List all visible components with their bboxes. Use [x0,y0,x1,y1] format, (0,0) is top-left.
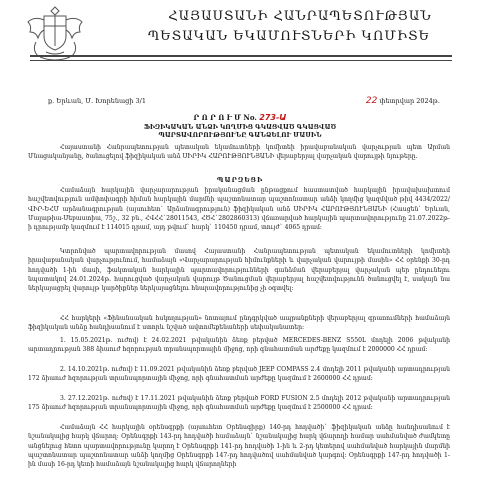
closing-paragraph: Համաձայն ՀՀ հարկային օրենսգրքի (այսուհետ Օրենսգիրք) 140-րդ հոդվածի` ֆիզիկական անձը հանդիսանում է նշանակալից հարկ վճարող: Օրենսգրքի 143-րդ հոդվածի համաձայն` նշանակալից հարկ վճարողի համար սահմանված ժամկետը անցնելուց հետո պարտավորությունը կարող է Օրենսգրքի 141-րդ հոդվածի 1-ին և 2-րդ կետերով սահմանված հարկային մարմնի պաշտոնատար պաշտոնատար անձի կողմից Օրենսգրքի 147-րդ հոդվածով սահմանված կարգով: Օրենսգրքի 147-րդ հոդվածի 1-ին մասի 16-րդ կետի համաձայն նշանակալից հարկ վճարողների [28,424,450,469]
order-number: 273-Ա [259,113,287,122]
intro-paragraph: Հայաստանի Հանրապետության պետական եկամուտների կոմիտեի իրավաբանական վարչության պետ Արման Մնացականյանը, ծանուցելով ֆիզիկական անձ ՍԻՐԻԿ ՀԱՐՈՒԹՅՈՒՆՅԱՆԻ վերաբերյալ վարչական վարույթի նյութերը. [28,144,450,161]
order-label: Ր Ո Ր Ո Ւ Մ No. [193,113,257,122]
section-heading: ՊԱՐԶԵՑԻ [216,176,264,184]
header-line-1: ՀԱՅԱՍՏԱՆԻ ՀԱՆՐԱՊԵՏՈՒԹՅԱՆ [168,9,432,24]
header-line-2: ՊԵՏԱԿԱՆ ԵԿԱՄՈՒՏՆԵՐԻ ԿՈՄԻՏԵ [147,29,431,44]
vehicle-item-1: 1. 15.05.2021թ. ուժով) է 24.02.2021 թվականին ձեռք բերված MERCEDES-BENZ S550L մոդելի 2006 թվականի արտադրության 388 ձիաուժ հզորության տրանսպորտային միջոց, որի գնահատման արժեքը կազմում է 2000000 ՀՀ դրամ: [28,337,450,354]
order-title-line-2: ՊԱՐՏԱՎՈՐՈՒԹՅՈՒՆԸ ԳԱՆՁԵԼՈՒ ՄԱՍԻՆ [158,132,322,139]
header-divider-thick [30,55,452,57]
paragraph-3: ՀՀ հարկերի «Ֆինանսական հսկողության» նոտայում ընդգրկված ապրանքների վերաբերյալ գրառումների համաձայն ֆիզիկական անձը հանդիսանում է ստորև նշված ավտոմեքենաների սեփականատեր: [28,315,450,332]
paragraph-1: Համաձայն հարկային վարչարարության իրականացման ընթացքում հաստատված հարկային իրավախախտում հաշվետվություն ամփոփագրի հիման հարկային մարմնի պաշտոնատար պաշտոնատար անձի կողմից կազմված թիվ 4434/2022/ՎԻՐ-ԵՀՄ արձանագրության (այսուհետ` Արձանագրություն) ֆիզիկական անձ ՍԻՐԻԿ ՀԱՐՈՒԹՅՈՒՆՅԱՆԻ (Հասցեն` Երևան, Մալաթիա-Սեբաստիա, 75շ., 32 բն., ՀՎՀՀ`28011543, ՀԾՀ`2802860313) վճառարված հարկային պարտավորությունը 21.07.2022թ-ի դրությամբ կազմում է 114015 դրամ, այդ թվում` հարկ` 110450 դրամ, տույժ` 4065 դրամ: [28,187,450,232]
vehicle-item-3: 3. 27.12.2021թ. ուժով) է 17.11.2021 թվականին ձեռք բերված FORD FUSION 2.5 մոդելի 2012 թվականի արտադրության 175 ձիաուժ հզորության տրանսպորտային միջոց, որի գնահատման արժեքը կազմում է 2500000 ՀՀ դրամ: [28,395,450,412]
paragraph-2: Կտրոնված պարտավորության մասով Հայաստանի Հանրապետության պետական եկամուտների կոմիտեի իրավաբանական վարչությունում, համաձայն «Վարչարարության հիմունքների և վարչական վարույթի մասին» ՀՀ օրենքի 30-րդ հոդվածի 1-ին մասի, ֆակտական հարկային պարտավորությունների գանձման վերաբերյալ վարչական պեր ընդունելու նպատակով 24.01.2024թ. հարուցված վարչական վարույթ Ծանուցման վերաբերյալ հաշվետվությունն ծանուցվել է, սակայն նա ներկայացրել վարույթ կարծիքներ ներկայացնելու հնարավորությունից չի օգտվել: [28,248,450,293]
order-title-line-1: ՖԻԶԻԿԱԿԱՆ ԱՆՁԻ ԿՈՂՄԻՑ ԳԿԱՑՎԱԾ ԳԿԱՑՎԱԾ [143,124,337,131]
vehicle-item-2: 2. 14.10.2021թ. ուժով) է 11.09.2021 թվականին ձեռք բերված JEEP COMPASS 2.4 մոդելի 2011 թվականի արտադրության 172 ձիաուժ հզորության տրանսպորտային միջոց, որի գնահատման արժեքը կազմում է 2600000 ՀՀ դրամ: [28,366,450,383]
document-date [366,96,440,106]
order-heading [0,113,480,122]
date-day: 22 [365,96,378,106]
header-divider-thin [30,60,452,61]
address: ք. Երևան, Մ. Խորենացի 3/1 [48,97,146,105]
date-rest: փետրվար 2024թ. [379,97,440,105]
